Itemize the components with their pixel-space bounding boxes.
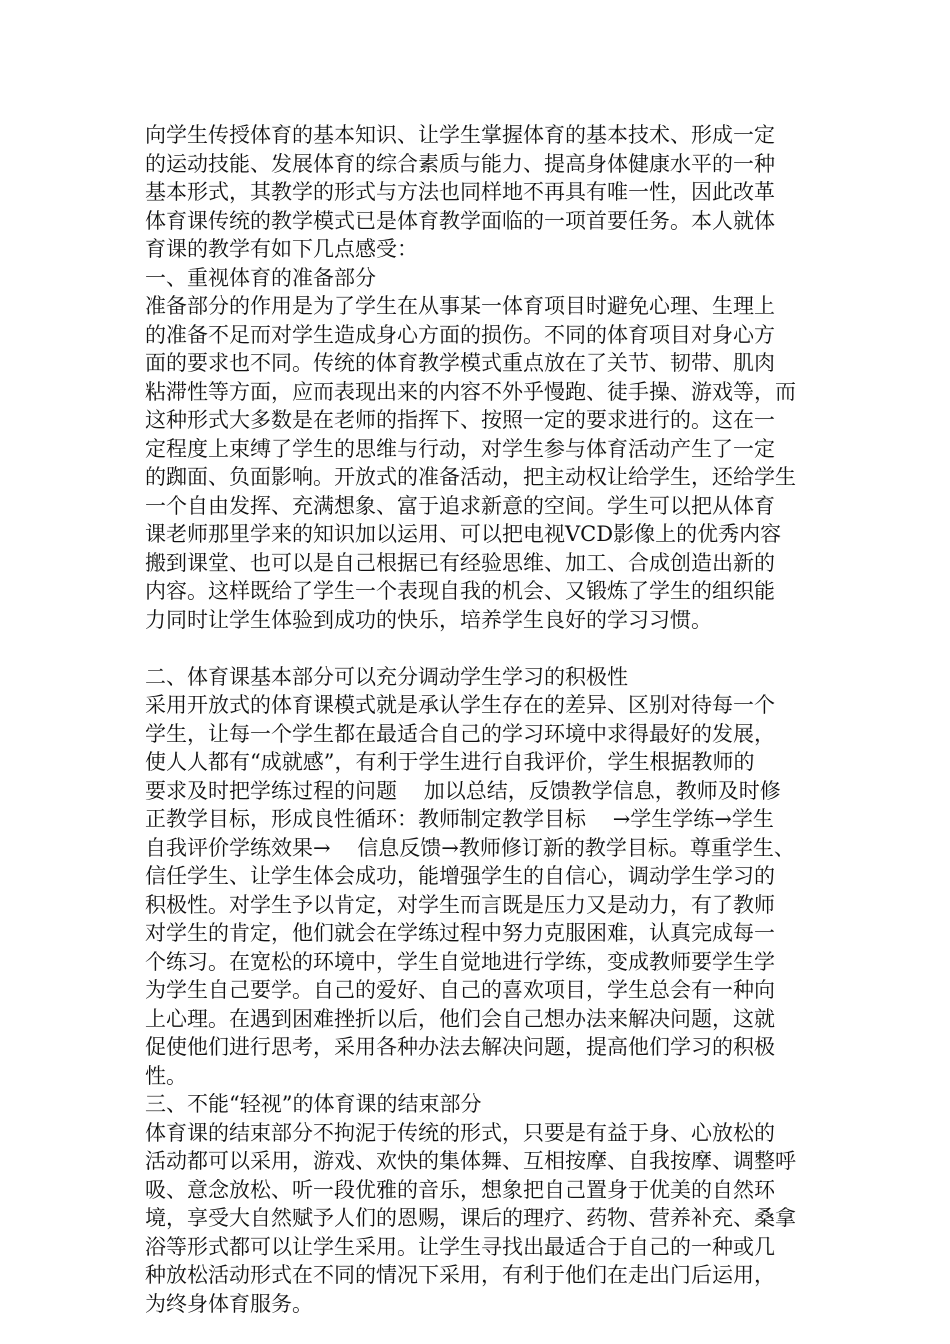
section-2-line: 学生，让每一个学生都在最适合自己的学习环境中求得最好的发展， (145, 721, 775, 746)
section-1-line: 搬到课堂、也可以是自己根据已有经验思维、加工、合成创造出新的 (145, 550, 775, 575)
section-1-line: 面的要求也不同。传统的体育教学模式重点放在了关节、韧带、肌肉 (145, 351, 775, 375)
section-2-line: 性。 (145, 1063, 187, 1088)
section-1-line: 的准备不足而对学生造成身心方面的损伤。不同的体育项目对身心方 (145, 322, 775, 347)
section-2-line: 个练习。在宽松的环境中，学生自觉地进行学练，变成教师要学生学 (145, 949, 775, 974)
section-2-line: 使人人都有“成就感”，有利于学生进行自我评价，学生根据教师的 (145, 750, 755, 774)
section-1-heading: 一、重视体育的准备部分 (145, 265, 376, 290)
section-1-line: 粘滞性等方面，应而表现出来的内容不外乎慢跑、徒手操、游戏等，而 (145, 379, 796, 404)
section-2-line: 上心理。在遇到困难挫折以后，他们会自己想办法来解决问题，这就 (145, 1006, 775, 1031)
section-2-line: 采用开放式的体育课模式就是承认学生存在的差异、区别对待每一个 (145, 693, 775, 717)
section-2-line: 为学生自己要学。自己的爱好、自己的喜欢项目，学生总会有一种向 (145, 978, 775, 1002)
section-3-line: 体育课的结束部分不拘泥于传统的形式，只要是有益于身、心放松的 (145, 1120, 775, 1145)
section-2-line: 促使他们进行思考，采用各种办法去解决问题，提高他们学习的积极 (145, 1035, 775, 1059)
section-3-line: 境，享受大自然赋予人们的恩赐，课后的理疗、药物、营养补充、桑拿 (145, 1206, 796, 1230)
section-2-line: 信任学生、让学生体会成功，能增强学生的自信心，调动学生学习的 (145, 864, 775, 888)
section-1-line: 内容。这样既给了学生一个表现自我的机会、又锻炼了学生的组织能 (145, 579, 775, 603)
section-1-line: 定程度上束缚了学生的思维与行动，对学生参与体育活动产生了一定 (145, 436, 775, 461)
intro-line: 的运动技能、发展体育的综合素质与能力、提高身体健康水平的一种 (145, 151, 775, 176)
intro-line: 向学生传授体育的基本知识、让学生掌握体育的基本技术、形成一定 (145, 123, 775, 147)
section-3-line: 吸、意念放松、听一段优雅的音乐，想象把自己置身于优美的自然环 (145, 1177, 775, 1202)
paragraph-gap (145, 634, 825, 663)
section-2-heading: 二、体育课基本部分可以充分调动学生学习的积极性 (145, 664, 628, 689)
intro-line: 育课的教学有如下几点感受： (145, 237, 418, 261)
section-3-line: 活动都可以采用，游戏、欢快的集体舞、互相按摩、自我按摩、调整呼 (145, 1149, 796, 1173)
section-3-line: 种放松活动形式在不同的情况下采用，有利于他们在走出门后运用， (145, 1263, 775, 1287)
section-1-line: 力同时让学生体验到成功的快乐，培养学生良好的学习习惯。 (145, 607, 712, 632)
section-1-line: 一个自由发挥、充满想象、富于追求新意的空间。学生可以把从体育 (145, 493, 775, 518)
section-3-line: 为终身体育服务。 (145, 1291, 313, 1316)
section-2-line: 积极性。对学生予以肯定，对学生而言既是压力又是动力，有了教师 (145, 892, 775, 917)
section-1-line: 课老师那里学来的知识加以运用、可以把电视VCD影像上的优秀内容 (145, 522, 782, 546)
section-3-line: 浴等形式都可以让学生采用。让学生寻找出最适合于自己的一种或几 (145, 1234, 775, 1259)
intro-line: 体育课传统的教学模式已是体育教学面临的一项首要任务。本人就体 (145, 208, 775, 233)
section-3-heading: 三、不能“轻视”的体育课的结束部分 (145, 1092, 482, 1116)
section-1-line: 这种形式大多数是在老师的指挥下、按照一定的要求进行的。这在一 (145, 408, 775, 432)
intro-line: 基本形式，其教学的形式与方法也同样地不再具有唯一性，因此改革 (145, 180, 775, 204)
section-2-line: 正教学目标，形成良性循环：教师制定教学目标 →学生学练→学生 (145, 807, 774, 831)
section-2-line: 对学生的肯定，他们就会在学练过程中努力克服困难，认真完成每一 (145, 921, 775, 945)
document-body (145, 121, 825, 1318)
section-2-line: 自我评价学练效果→ 信息反馈→教师修订新的教学目标。尊重学生、 (145, 835, 795, 860)
section-2-line: 要求及时把学练过程的问题 加以总结，反馈教学信息，教师及时修 (145, 778, 781, 803)
section-1-line: 准备部分的作用是为了学生在从事某一体育项目时避免心理、生理上 (145, 294, 775, 318)
section-1-line: 的踟面、负面影响。开放式的准备活动，把主动权让给学生，还给学生 (145, 465, 796, 489)
